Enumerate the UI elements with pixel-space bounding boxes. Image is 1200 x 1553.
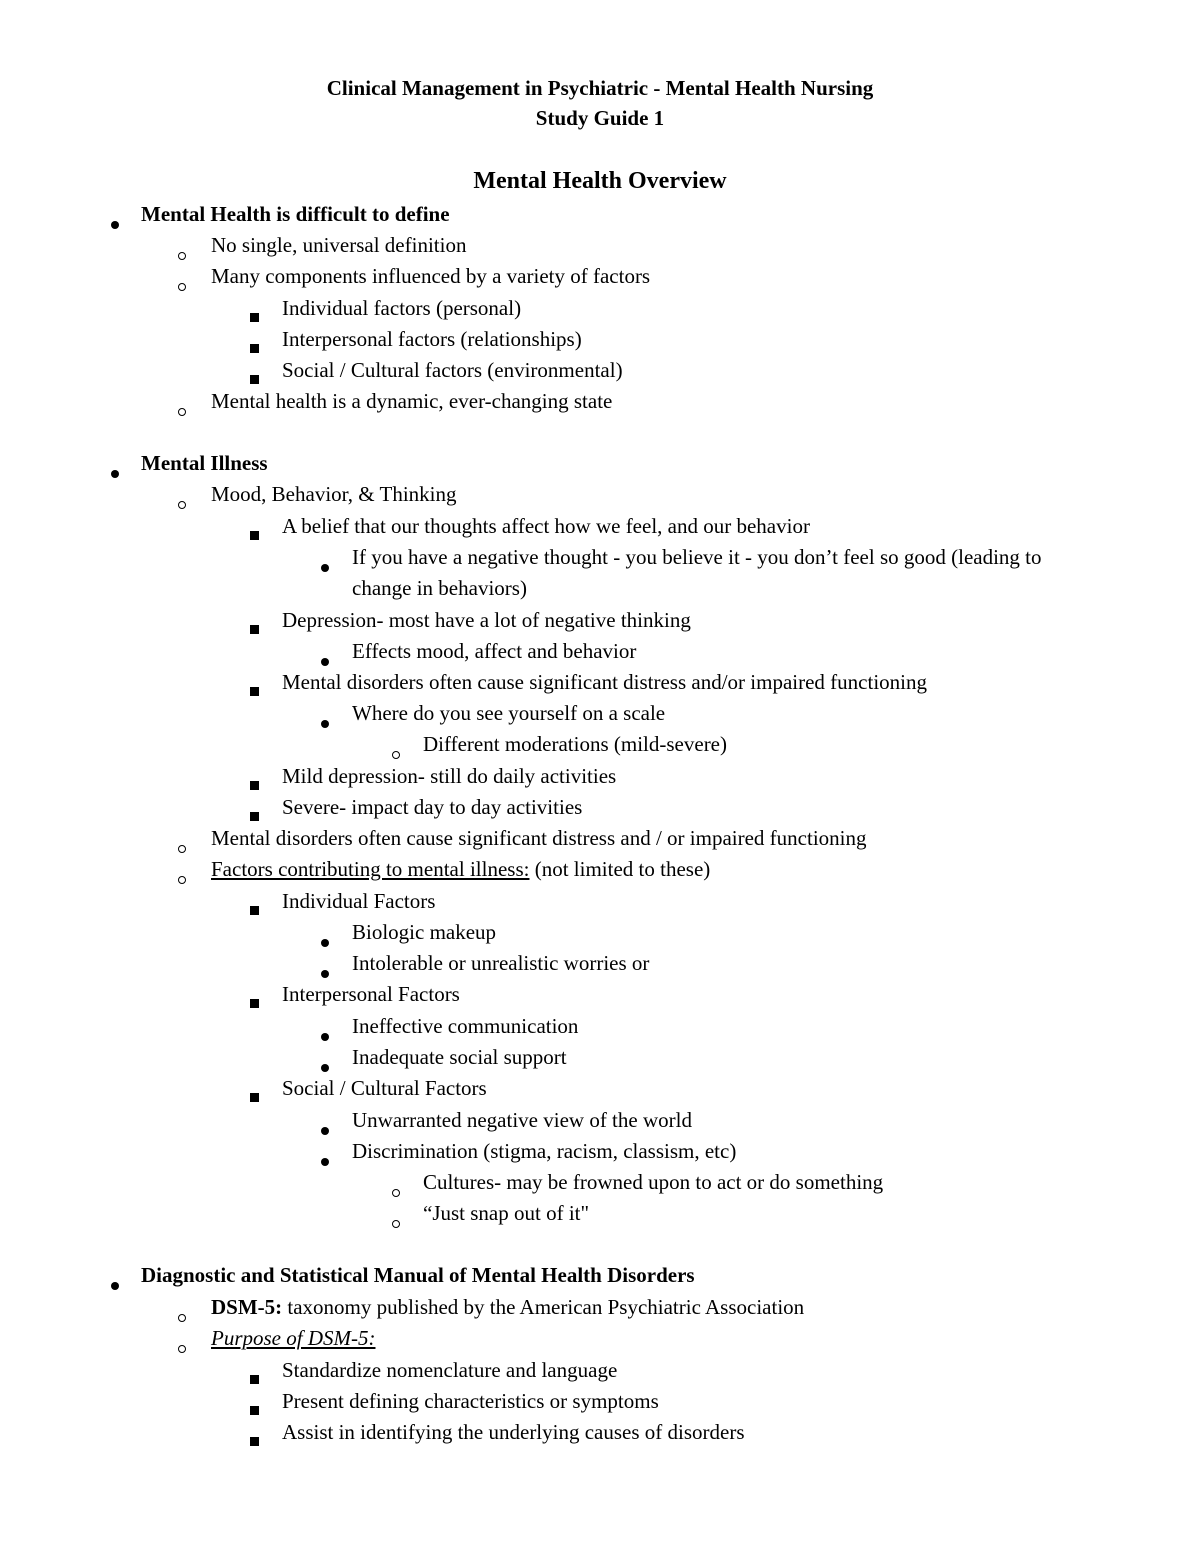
bullet-dot-icon xyxy=(111,461,119,482)
bullet-square-icon xyxy=(250,991,259,1012)
factors-label: Factors contributing to mental illness: xyxy=(211,857,530,881)
bullet-ring-icon xyxy=(178,836,186,857)
bullet-ring-icon xyxy=(178,867,186,888)
bullet-ring-icon xyxy=(178,399,186,420)
bullet-dot-icon xyxy=(321,961,329,982)
list-item: Interpersonal factors (relationships) xyxy=(282,327,582,351)
list-item: Inadequate social support xyxy=(352,1045,567,1069)
list-item: Mild depression- still do daily activities xyxy=(282,764,617,788)
dsm-heading: Diagnostic and Statistical Manual of Mental Health Disorders xyxy=(141,1263,695,1287)
bullet-square-icon xyxy=(250,1398,259,1419)
list-item: Many components influenced by a variety of factors xyxy=(211,264,651,288)
list-item: Where do you see yourself on a scale xyxy=(352,701,666,725)
course-title: Clinical Management in Psychiatric - Mental Health Nursing xyxy=(326,76,874,100)
bullet-square-icon xyxy=(250,523,259,544)
list-item: Social / Cultural factors (environmental) xyxy=(282,358,623,382)
bullet-dot-icon xyxy=(321,711,329,732)
bullet-square-icon xyxy=(250,773,259,794)
bullet-dot-icon xyxy=(321,1055,329,1076)
bullet-square-icon xyxy=(250,804,259,825)
bullet-square-icon xyxy=(250,617,259,638)
list-item: Ineffective communication xyxy=(352,1014,579,1038)
mental-health-heading: Mental Health is difficult to define xyxy=(141,202,450,226)
list-item: Unwarranted negative view of the world xyxy=(352,1108,692,1132)
list-item xyxy=(211,1297,804,1318)
list-item: Mood, Behavior, & Thinking xyxy=(211,482,457,506)
bullet-square-icon xyxy=(250,679,259,700)
list-item: Interpersonal Factors xyxy=(282,982,460,1006)
bullet-square-icon xyxy=(250,305,259,326)
list-item: Biologic makeup xyxy=(352,920,497,944)
list-item-continuation: change in behaviors) xyxy=(352,576,527,600)
bullet-dot-icon xyxy=(321,930,329,951)
list-item: Assist in identifying the underlying causes of disorders xyxy=(282,1420,745,1444)
bullet-dot-icon xyxy=(321,1149,329,1170)
dsm5-label: DSM-5: xyxy=(211,1295,283,1319)
bullet-square-icon xyxy=(250,1429,259,1450)
list-item: Discrimination (stigma, racism, classism, etc) xyxy=(352,1139,737,1163)
bullet-ring-icon xyxy=(392,1211,400,1232)
list-item: Depression- most have a lot of negative thinking xyxy=(282,608,691,632)
bullet-ring-icon xyxy=(178,1336,186,1357)
list-item: Different moderations (mild-severe) xyxy=(423,732,727,756)
list-item: Intolerable or unrealistic worries or xyxy=(352,951,650,975)
list-item: Standardize nomenclature and language xyxy=(282,1358,618,1382)
list-item: Individual Factors xyxy=(282,889,436,913)
list-item: No single, universal definition xyxy=(211,233,467,257)
bullet-ring-icon xyxy=(178,492,186,513)
list-item: A belief that our thoughts affect how we feel, and our behavior xyxy=(282,514,810,538)
bullet-dot-icon xyxy=(321,1024,329,1045)
list-item: Mental disorders often cause significant distress and/or impaired functioning xyxy=(282,670,928,694)
list-item xyxy=(211,859,710,880)
bullet-ring-icon xyxy=(178,274,186,295)
bullet-square-icon xyxy=(250,1367,259,1388)
factors-note: (not limited to these) xyxy=(529,857,711,881)
purpose-heading: Purpose of DSM-5: xyxy=(211,1326,376,1350)
bullet-square-icon xyxy=(250,336,259,357)
bullet-ring-icon xyxy=(392,1180,400,1201)
bullet-dot-icon xyxy=(111,212,119,233)
list-item: Present defining characteristics or symptoms xyxy=(282,1389,659,1413)
bullet-dot-icon xyxy=(321,1118,329,1139)
list-item: Individual factors (personal) xyxy=(282,296,522,320)
list-item: Mental disorders often cause significant distress and / or impaired functioning xyxy=(211,826,867,850)
bullet-ring-icon xyxy=(178,243,186,264)
dsm5-text: taxonomy published by the American Psychiatric Association xyxy=(282,1295,805,1319)
bullet-square-icon xyxy=(250,367,259,388)
list-item: Mental health is a dynamic, ever-changing state xyxy=(211,389,613,413)
bullet-dot-icon xyxy=(321,555,329,576)
list-item: Effects mood, affect and behavior xyxy=(352,639,637,663)
bullet-square-icon xyxy=(250,1085,259,1106)
list-item: If you have a negative thought - you believe it - you don’t feel so good (leading to xyxy=(352,545,1042,569)
bullet-square-icon xyxy=(250,898,259,919)
bullet-ring-icon xyxy=(178,1305,186,1326)
section-title: Mental Health Overview xyxy=(473,168,727,194)
list-item: Cultures- may be frowned upon to act or do something xyxy=(423,1170,884,1194)
study-guide-title: Study Guide 1 xyxy=(535,106,665,130)
list-item: Severe- impact day to day activities xyxy=(282,795,583,819)
list-item: Social / Cultural Factors xyxy=(282,1076,487,1100)
bullet-ring-icon xyxy=(392,742,400,763)
bullet-dot-icon xyxy=(321,649,329,670)
list-item: “Just snap out of it" xyxy=(423,1201,590,1225)
bullet-dot-icon xyxy=(111,1273,119,1294)
mental-illness-heading: Mental Illness xyxy=(141,451,268,475)
